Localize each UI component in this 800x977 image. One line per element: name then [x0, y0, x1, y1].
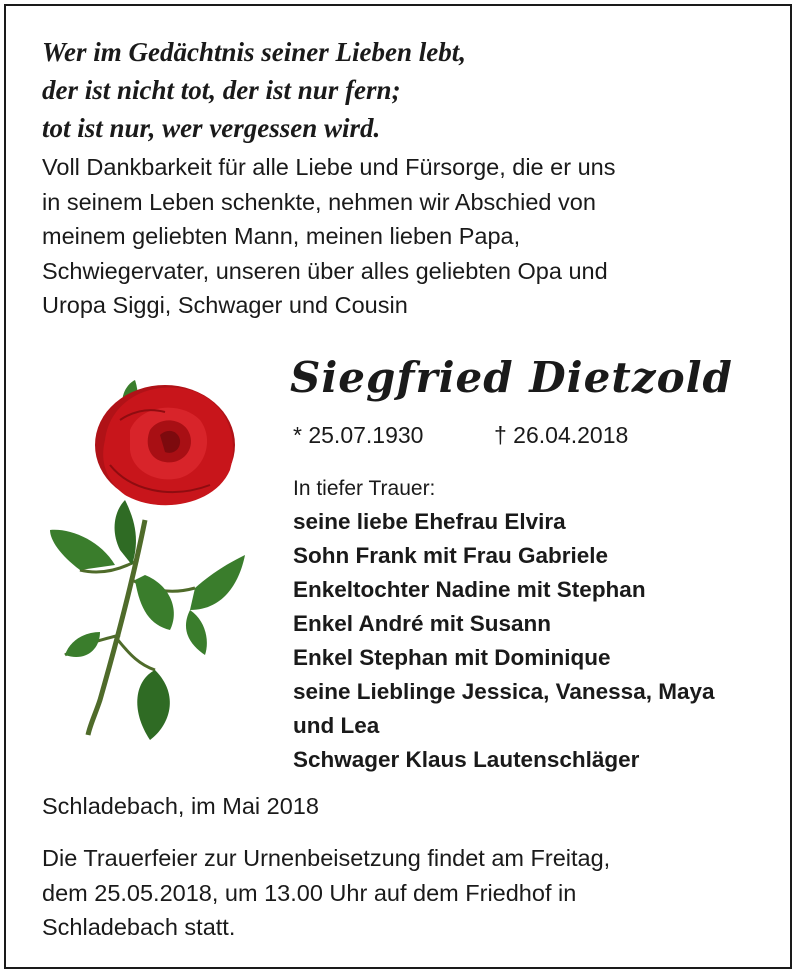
mourner-line: seine liebe Ehefrau Elvira	[293, 509, 566, 534]
mourner-line: Schwager Klaus Lautenschläger	[293, 747, 640, 772]
intro-line: Schwiegervater, unseren über alles geliebten Opa und	[42, 257, 608, 284]
memorial-quote	[42, 33, 466, 147]
place-date: Schladebach, im Mai 2018	[42, 793, 319, 819]
quote-line: der ist nicht tot, der ist nur fern;	[42, 75, 401, 105]
intro-line: Voll Dankbarkeit für alle Liebe und Fürsorge, die er uns	[42, 154, 616, 180]
funeral-line: Die Trauerfeier zur Urnenbeisetzung findet am Freitag,	[42, 845, 611, 871]
red-rose-icon	[40, 370, 270, 750]
quote-line: tot ist nur, wer vergessen wird.	[42, 113, 381, 143]
intro-line: meinem geliebten Mann, meinen lieben Papa,	[42, 223, 521, 249]
mourners-list	[293, 505, 715, 777]
mourner-line: Enkeltochter Nadine mit Stephan	[293, 577, 646, 602]
intro-line: in seinem Leben schenkte, nehmen wir Abschied von	[42, 188, 596, 215]
birth-date: * 25.07.1930	[293, 422, 424, 448]
intro-paragraph	[42, 150, 615, 323]
funeral-line: dem 25.05.2018, um 13.00 Uhr auf dem Friedhof in	[42, 879, 577, 906]
deceased-name: Siegfried Dietzold	[290, 353, 733, 402]
mourner-line: Enkel Stephan mit Dominique	[293, 645, 611, 670]
mourner-line: Sohn Frank mit Frau Gabriele	[293, 543, 609, 568]
funeral-line: Schladebach statt.	[42, 914, 236, 940]
mourner-line: Enkel André mit Susann	[293, 611, 551, 636]
funeral-notice	[42, 841, 610, 945]
death-date: † 26.04.2018	[494, 422, 629, 448]
intro-line: Uropa Siggi, Schwager und Cousin	[42, 292, 408, 318]
quote-line: Wer im Gedächtnis seiner Lieben lebt,	[42, 37, 466, 67]
mourner-line: seine Lieblinge Jessica, Vanessa, Maya	[293, 679, 715, 704]
mourner-line: und Lea	[293, 713, 380, 738]
mourning-label: In tiefer Trauer:	[293, 477, 436, 500]
